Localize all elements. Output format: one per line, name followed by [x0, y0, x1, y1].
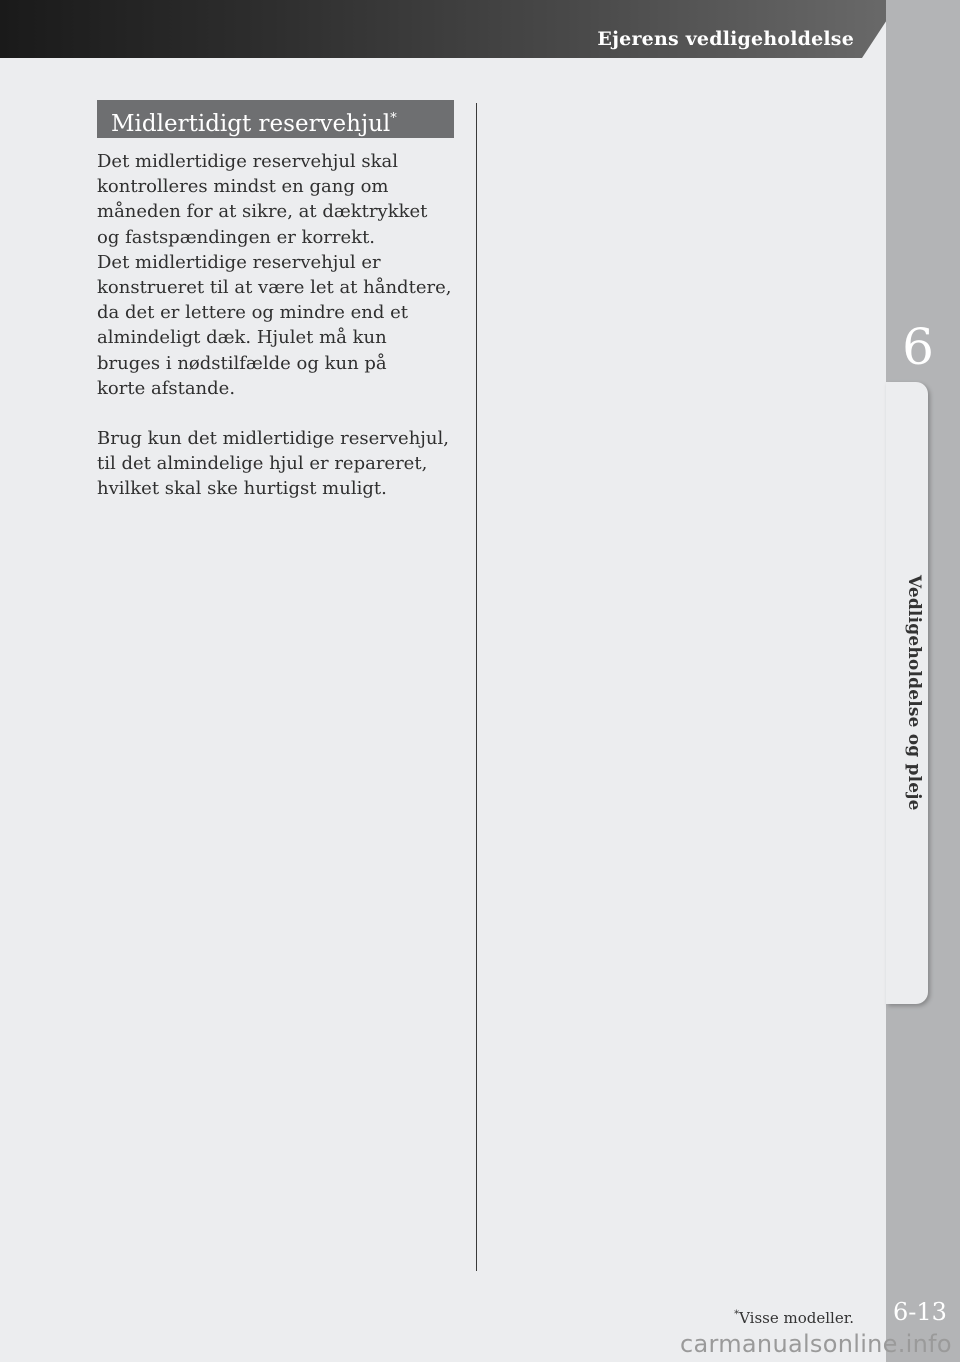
text-line: hvilket skal ske hurtigst muligt. — [97, 478, 387, 500]
text-line: almindeligt dæk. Hjulet må kun — [97, 327, 387, 349]
paragraph-1 — [97, 149, 457, 401]
chapter-tab-label: Vedligeholdelse og pleje — [904, 575, 924, 811]
page-number: 6-13 — [893, 1298, 947, 1326]
text-line: Det midlertidige reservehjul skal — [97, 151, 399, 172]
text-line: bruges i nødstilfælde og kun på — [97, 352, 387, 374]
text-line: og fastspændingen er korrekt. — [97, 226, 376, 248]
section-heading — [97, 100, 454, 138]
running-header-title: Ejerens vedligeholdelse — [597, 28, 854, 50]
footnote-text: Visse modeller. — [739, 1309, 854, 1327]
paragraph-2 — [97, 426, 457, 502]
chapter-number: 6 — [902, 318, 934, 376]
text-line: til det almindelige hjul er repareret, — [97, 453, 428, 475]
text-line: da det er lettere og mindre end et — [97, 302, 408, 324]
asterisk-mark: * — [390, 111, 397, 126]
section-heading-text: Midlertidigt reservehjul — [111, 111, 391, 137]
text-line: Brug kun det midlertidige reservehjul, — [97, 428, 449, 449]
text-line: korte afstande. — [97, 377, 236, 399]
asterisk-mark: * — [734, 1309, 740, 1320]
watermark: carmanualsonline.info — [680, 1330, 952, 1358]
footnote — [734, 1309, 854, 1327]
text-line: kontrolleres mindst en gang om — [97, 176, 389, 198]
text-line: konstrueret til at være let at håndtere, — [97, 277, 452, 299]
text-line: måneden for at sikre, at dæktrykket — [97, 201, 428, 223]
text-line: Det midlertidige reservehjul er — [97, 251, 381, 273]
column-divider — [476, 103, 477, 1271]
